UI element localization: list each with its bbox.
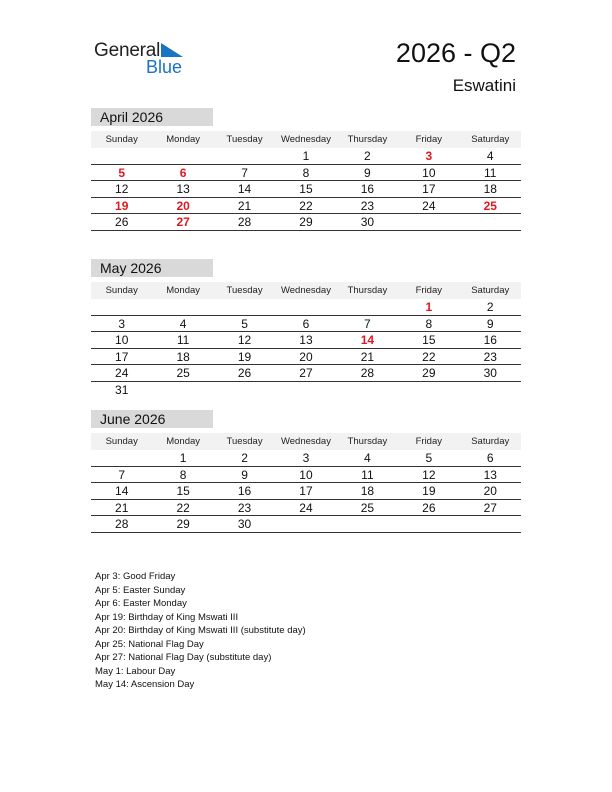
holiday-day-cell: 3 [425, 149, 433, 163]
holiday-item: Apr 20: Birthday of King Mswati III (substitute day) [95, 625, 306, 636]
day-cell: 2 [241, 451, 248, 465]
day-cell: 15 [422, 333, 436, 347]
weekday-header-row [91, 131, 521, 148]
holiday-item: Apr 3: Good Friday [95, 571, 176, 582]
month-april [91, 108, 521, 231]
quarter-title: 2026 - Q2 [395, 38, 516, 68]
day-cell: 22 [299, 198, 313, 213]
day-cell: 1 [179, 451, 187, 465]
holiday-day-cell: 6 [179, 165, 187, 180]
weekday-label: Saturday [471, 134, 510, 145]
day-cell: 28 [360, 366, 375, 380]
weekday-label: Wednesday [280, 134, 331, 145]
day-cell: 9 [486, 316, 494, 331]
month-may [91, 259, 521, 398]
day-cell: 31 [115, 382, 129, 397]
day-cell: 10 [299, 467, 313, 482]
day-cell: 7 [241, 165, 248, 180]
holiday-item: Apr 6: Easter Monday [95, 598, 187, 609]
logo-flag-icon [161, 43, 183, 57]
day-cell [91, 148, 152, 164]
holiday-list [95, 570, 306, 692]
week-row [91, 365, 521, 382]
holiday-day-cell: 1 [425, 300, 433, 314]
day-cell: 22 [422, 349, 436, 364]
week-row [91, 467, 521, 484]
week-row [91, 332, 521, 349]
holiday-day-cell: 20 [176, 198, 190, 213]
day-cell [214, 299, 275, 315]
weekday-label: Tuesday [226, 285, 263, 296]
weekday-label: Friday [415, 285, 443, 296]
day-cell: 2 [486, 300, 494, 314]
logo-word-blue: Blue [146, 57, 183, 77]
day-cell: 12 [422, 467, 436, 482]
weekday-header-row [91, 282, 521, 299]
day-cell: 16 [360, 182, 375, 196]
day-cell: 9 [364, 165, 371, 180]
holiday-item: Apr 27: National Flag Day (substitute day) [95, 652, 272, 663]
day-cell: 17 [299, 484, 313, 498]
day-cell [398, 382, 459, 399]
day-cell: 21 [237, 198, 252, 213]
week-row [91, 450, 521, 467]
holiday-item: Apr 25: National Flag Day [95, 638, 204, 650]
day-cell [275, 299, 336, 315]
holiday-item: May 1: Labour Day [95, 665, 176, 677]
weekday-label: Thursday [347, 285, 388, 296]
day-cell: 3 [118, 316, 126, 331]
day-cell: 25 [360, 500, 375, 515]
day-cell: 5 [241, 316, 248, 331]
day-cell [398, 214, 459, 230]
week-row [91, 316, 521, 333]
day-cell: 24 [422, 198, 436, 213]
day-cell [152, 382, 213, 399]
day-cell [275, 516, 336, 532]
day-cell: 19 [422, 484, 436, 498]
day-cell: 19 [237, 349, 252, 364]
holiday-day-cell: 14 [360, 333, 375, 347]
day-cell: 23 [483, 349, 497, 364]
day-cell: 23 [237, 500, 252, 515]
day-cell [337, 382, 398, 399]
logo-word-general: General [94, 40, 161, 61]
week-row [91, 165, 521, 182]
day-cell: 2 [364, 149, 371, 163]
day-cell: 4 [486, 149, 494, 163]
day-cell: 24 [115, 366, 129, 380]
day-cell [91, 450, 152, 466]
country-name: Eswatini [452, 76, 516, 95]
day-cell: 7 [118, 467, 126, 482]
day-cell [460, 382, 521, 399]
day-cell: 8 [179, 467, 187, 482]
day-cell: 13 [299, 333, 313, 347]
holiday-day-cell: 19 [115, 198, 129, 213]
month-title: April 2026 [91, 108, 213, 126]
weekday-label: Monday [166, 436, 201, 447]
day-cell: 13 [483, 467, 497, 482]
day-cell [460, 214, 521, 230]
day-cell: 25 [176, 366, 190, 380]
day-cell: 1 [302, 149, 310, 163]
day-cell: 15 [299, 182, 313, 196]
weekday-label: Thursday [347, 134, 388, 145]
day-cell [214, 148, 275, 164]
week-row [91, 198, 521, 215]
day-cell: 14 [237, 182, 252, 196]
month-title: June 2026 [91, 410, 213, 428]
week-row [91, 483, 521, 500]
day-cell [152, 299, 213, 315]
day-cell: 27 [299, 366, 313, 380]
day-cell: 30 [237, 517, 252, 531]
day-cell: 10 [115, 333, 129, 347]
week-row [91, 181, 521, 198]
month-title: May 2026 [91, 259, 213, 277]
day-cell: 29 [422, 366, 436, 380]
day-cell: 16 [483, 333, 497, 347]
week-row [91, 516, 521, 533]
holiday-day-cell: 25 [483, 198, 497, 213]
week-row [91, 148, 521, 165]
week-row [91, 214, 521, 231]
weekday-label: Wednesday [280, 436, 331, 447]
brand-logo [94, 40, 194, 80]
weekday-label: Thursday [347, 436, 388, 447]
day-cell: 10 [422, 165, 436, 180]
day-cell: 11 [176, 333, 190, 347]
day-cell: 15 [176, 484, 190, 498]
month-june [91, 410, 521, 533]
day-cell: 21 [115, 500, 129, 515]
day-cell: 8 [302, 165, 310, 180]
weekday-label: Sunday [105, 285, 138, 296]
day-cell: 16 [237, 484, 252, 498]
holiday-item: Apr 19: Birthday of King Mswati III [95, 611, 239, 623]
weekday-label: Saturday [471, 436, 510, 447]
day-cell: 13 [176, 182, 190, 196]
day-cell: 21 [360, 349, 375, 364]
weekday-label: Sunday [105, 436, 138, 447]
day-cell: 29 [299, 215, 313, 229]
week-row [91, 349, 521, 366]
day-cell: 6 [486, 451, 494, 465]
day-cell [337, 299, 398, 315]
day-cell: 4 [179, 316, 187, 331]
day-cell: 27 [483, 500, 497, 515]
day-cell: 18 [176, 349, 190, 364]
day-cell: 24 [299, 500, 313, 515]
weekday-label: Wednesday [280, 285, 331, 296]
day-cell: 22 [176, 500, 190, 515]
day-cell: 26 [237, 366, 252, 380]
day-cell: 18 [360, 484, 375, 498]
weekday-label: Friday [415, 436, 443, 447]
holiday-item: May 14: Ascension Day [95, 679, 195, 690]
day-cell: 30 [360, 215, 375, 229]
weekday-label: Saturday [471, 285, 510, 296]
day-cell: 29 [176, 517, 190, 531]
weekday-label: Tuesday [226, 134, 263, 145]
day-cell: 5 [425, 451, 433, 465]
holiday-item: Apr 5: Easter Sunday [95, 584, 186, 596]
day-cell: 4 [364, 451, 371, 465]
weekday-label: Tuesday [226, 436, 263, 447]
day-cell: 14 [115, 484, 129, 498]
day-cell [460, 516, 521, 532]
weekday-label: Friday [415, 134, 443, 145]
day-cell: 26 [115, 215, 129, 229]
day-cell: 11 [484, 165, 497, 180]
day-cell: 26 [422, 500, 436, 515]
holiday-day-cell: 5 [118, 165, 126, 180]
day-cell [152, 148, 213, 164]
weekday-label: Sunday [105, 134, 138, 145]
holiday-day-cell: 27 [176, 215, 190, 229]
day-cell: 23 [360, 198, 375, 213]
week-row [91, 382, 521, 399]
weekday-label: Monday [166, 285, 201, 296]
day-cell: 28 [237, 215, 252, 229]
day-cell [275, 382, 336, 399]
day-cell: 20 [299, 349, 313, 364]
day-cell [337, 516, 398, 532]
day-cell: 3 [302, 451, 310, 465]
day-cell: 8 [425, 316, 433, 331]
day-cell: 17 [422, 182, 436, 196]
day-cell [91, 299, 152, 315]
day-cell: 6 [302, 316, 310, 331]
day-cell: 9 [241, 467, 248, 482]
day-cell [214, 382, 275, 399]
weekday-header-row [91, 433, 521, 450]
day-cell: 18 [483, 182, 497, 196]
week-row [91, 299, 521, 316]
weekday-label: Monday [166, 134, 201, 145]
day-cell: 30 [483, 366, 497, 380]
day-cell: 11 [361, 467, 374, 482]
day-cell: 20 [483, 484, 497, 498]
day-cell: 28 [115, 517, 129, 531]
week-row [91, 500, 521, 517]
day-cell [398, 516, 459, 532]
day-cell: 12 [115, 182, 129, 196]
day-cell: 7 [364, 316, 371, 331]
day-cell: 12 [237, 333, 252, 347]
day-cell: 17 [115, 349, 129, 364]
